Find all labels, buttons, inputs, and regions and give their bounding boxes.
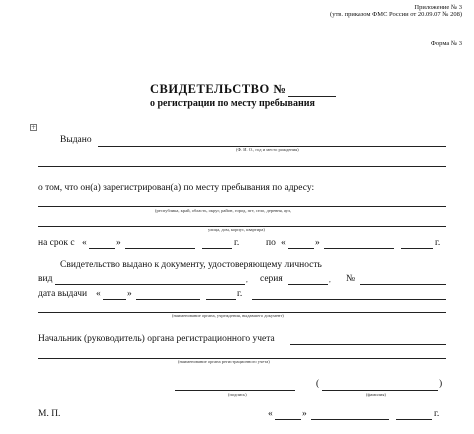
document-title: СВИДЕТЕЛЬСТВО № — [150, 82, 287, 96]
issuing-org-line-1[interactable] — [252, 299, 446, 300]
cert-day-line[interactable] — [275, 419, 301, 420]
term-to-month-line[interactable] — [324, 248, 394, 249]
issue-date-label: дата выдачи — [38, 289, 88, 299]
signature-caption: (подпись) — [228, 392, 247, 397]
term-to-year-suffix: г. — [435, 238, 441, 248]
issuing-org-caption: (наименование органа, учреждения, выдавшего документ) — [172, 313, 284, 318]
term-from-month-line[interactable] — [125, 248, 195, 249]
term-from-day-line[interactable] — [89, 248, 115, 249]
doc-type-label: вид — [38, 274, 53, 284]
doc-type-line[interactable] — [55, 284, 245, 285]
issue-year-line[interactable] — [206, 299, 236, 300]
head-org-line-1[interactable] — [290, 344, 446, 345]
signature-line[interactable] — [175, 390, 295, 391]
issued-to-label: Выдано — [60, 135, 92, 145]
appendix-label: Приложение № 3 — [414, 4, 462, 11]
table-anchor-icon[interactable]: + — [31, 124, 37, 131]
surname-caption: (фамилия) — [366, 392, 386, 397]
fio-line-2[interactable] — [38, 166, 446, 167]
term-from-year-line[interactable] — [202, 248, 232, 249]
number-sign: № — [346, 274, 356, 284]
paren-close: ) — [439, 379, 443, 389]
issue-month-line[interactable] — [136, 299, 200, 300]
certificate-number-line[interactable] — [288, 96, 336, 97]
series-line[interactable] — [288, 284, 328, 285]
paren-open: ( — [316, 379, 320, 389]
head-label: Начальник (руководитель) органа регистрационного учета — [38, 334, 275, 344]
series-label: серия — [260, 274, 283, 284]
term-to-label: по — [266, 238, 276, 248]
cert-month-line[interactable] — [311, 419, 389, 420]
cert-year-line[interactable] — [396, 419, 432, 420]
issue-day-line[interactable] — [103, 299, 126, 300]
quote-close-3: » — [127, 289, 132, 299]
quote-close-2: » — [315, 238, 320, 248]
registered-text: о том, что он(а) зарегистрирован(а) по месту пребывания по адресу: — [38, 183, 315, 193]
term-from-year-suffix: г. — [234, 238, 240, 248]
doc-number-line[interactable] — [360, 284, 446, 285]
reg-org-caption: (наименование органа регистрационного учета) — [178, 359, 270, 364]
doc-type-comma: , — [246, 276, 248, 284]
issue-year-suffix: г. — [237, 289, 243, 299]
term-to-day-line[interactable] — [288, 248, 314, 249]
quote-open-3: « — [96, 289, 101, 299]
street-caption: улица, дом, корпус, квартира) — [208, 227, 265, 232]
fio-caption: (Ф. И. О., год и место рождения) — [236, 147, 299, 152]
cert-year-suffix: г. — [434, 409, 440, 419]
quote-close-4: » — [302, 409, 307, 419]
term-from-label: на срок с — [38, 238, 75, 248]
address-line-1[interactable] — [38, 206, 446, 207]
stamp-label: М. П. — [38, 409, 61, 419]
quote-open: « — [82, 238, 87, 248]
term-to-year-line[interactable] — [401, 248, 433, 249]
quote-open-2: « — [281, 238, 286, 248]
document-subtitle: о регистрации по месту пребывания — [150, 98, 315, 109]
address-caption: (республика, край, область, округ, район, город, пгт, село, деревня, аул, — [155, 208, 292, 213]
form-number: Форма № 3 — [430, 40, 462, 47]
surname-line[interactable] — [322, 390, 438, 391]
quote-close: » — [116, 238, 121, 248]
approval-note: (утв. приказом ФМС России от 20.09.07 № 208) — [330, 11, 462, 18]
series-comma: , — [329, 276, 331, 284]
doc-issued-text: Свидетельство выдано к документу, удостоверяющему личность — [60, 260, 322, 270]
quote-open-4: « — [268, 409, 273, 419]
